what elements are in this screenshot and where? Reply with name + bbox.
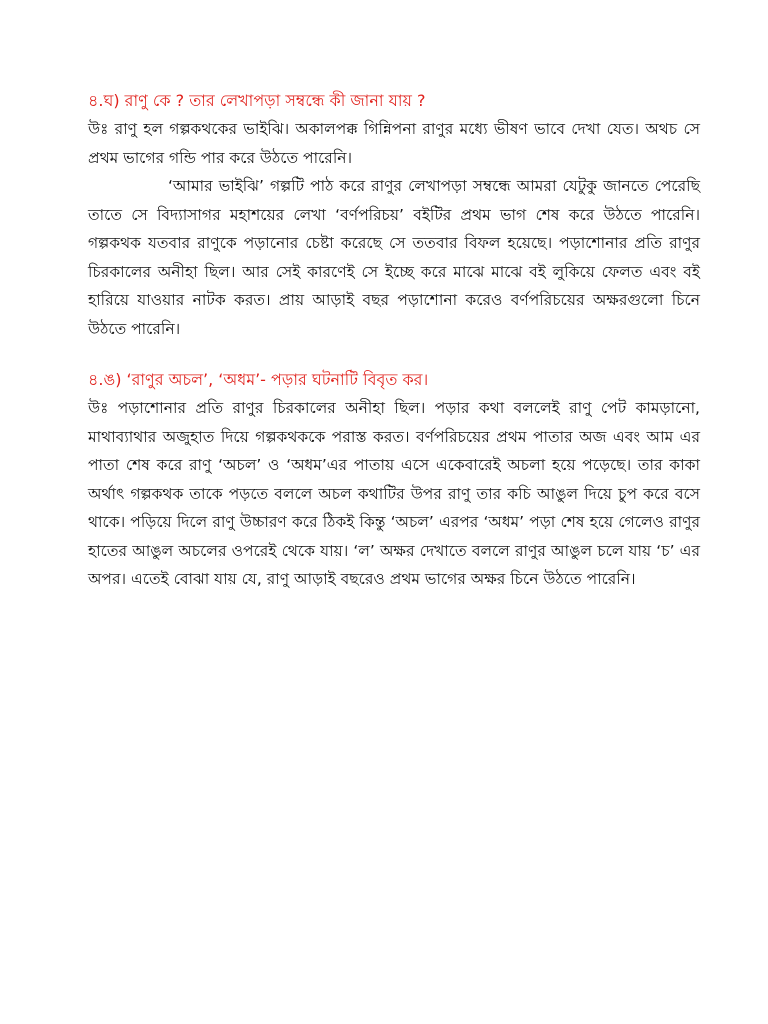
answer-paragraph: উঃ পড়াশোনার প্রতি রাণুর চিরকালের অনীহা ছিল। পড়ার কথা বললেই রাণু পেট কামড়ানো, মাথাব্যাথার অজুহাত দিয়ে গল্পকথককে পরাস্ত করত। বর্ণপরিচয়ের প্রথম পাতার অজ এবং আম এর পাতা শেষ করে রাণু ‘অচল’ ও ‘অধম’এর পাতায় এসে একেবারেই অচলা হয়ে পড়েছে। তার কাকা অর্থাৎ গল্পকথক তাকে পড়তে বললে অচল কথাটির উপর রাণু তার কচি আঙুল দিয়ে চুপ করে বসে থাকে। পড়িয়ে দিলে রাণু উচ্চারণ করে ঠিকই কিন্তু ‘অচল’ এরপর ‘অধম’ পড়া শেষ হয়ে গেলেও রাণুর হাতের আঙুল অচলের ওপরেই থেকে যায়। ‘ল’ অক্ষর দেখাতে বললে রাণুর আঙুল চলে যায় ‘চ’ এর অপর। এতেই বোঝা যায় যে, রাণু আড়াই বছরেও প্রথম ভাগের অক্ষর চিনে উঠতে পারেনি। (88, 399, 700, 588)
question-heading: ৪.ঘ) রাণু কে ? তার লেখাপড়া সম্বন্ধে কী জানা যায় ? (88, 91, 426, 110)
qa-section-4-gha (88, 86, 700, 343)
qa-section-4-umo (88, 365, 700, 594)
question-heading: ৪.ঙ) ‘রাণুর অচল’, ‘অধম’- পড়ার ঘটনাটি বিবৃত কর। (88, 370, 429, 389)
answer-paragraph: উঃ রাণু হল গল্পকথকের ভাইঝি। অকালপক্ক গিন্নিপনা রাণুর মধ্যে ভীষণ ভাবে দেখা যেত। অথচ সে প্রথম ভাগের গন্ডি পার করে উঠতে পারেনি। (88, 120, 700, 167)
document-page (88, 86, 700, 616)
answer-paragraph: ‘আমার ভাইঝি’ গল্পটি পাঠ করে রাণুর লেখাপড়া সম্বন্ধে আমরা যেটুকু জানতে পেরেছি তাতে সে বিদ্যাসাগর মহাশয়ের লেখা ‘বর্ণপরিচয়’ বইটির প্রথম ভাগ শেষ করে উঠতে পারেনি। গল্পকথক যতবার রাণুকে পড়ানোর চেষ্টা করেছে সে ততবার বিফল হয়েছে। পড়াশোনার প্রতি রাণুর চিরকালের অনীহা ছিল। আর সেই কারণেই সে ইচ্ছে করে মাঝে মাঝে বই লুকিয়ে ফেলত এবং বই হারিয়ে যাওয়ার নাটক করত। প্রায় আড়াই বছর পড়াশোনা করেও বর্ণপরিচয়ের অক্ষরগুলো চিনে উঠতে পারেনি। (88, 177, 700, 338)
